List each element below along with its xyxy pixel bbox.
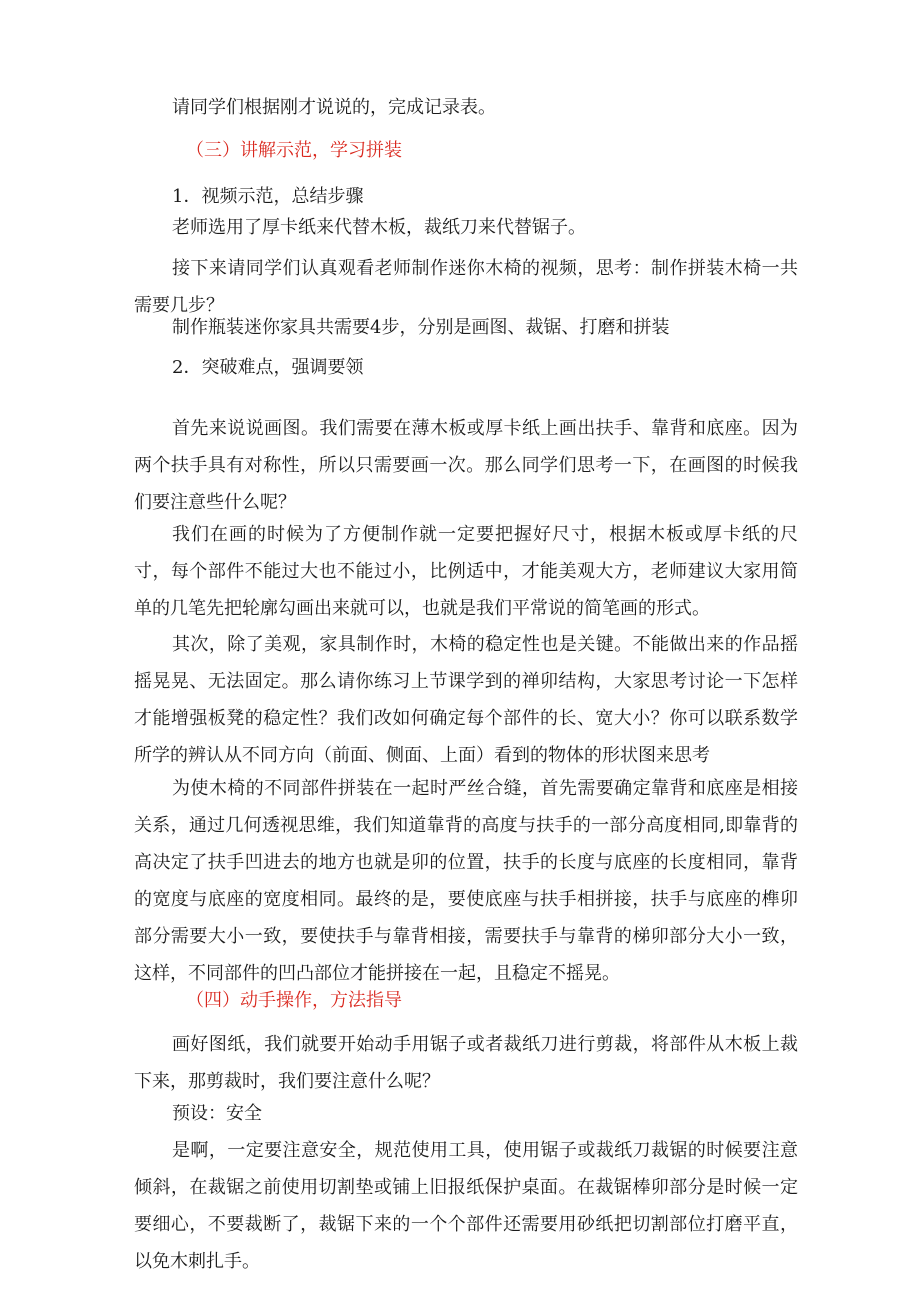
cutting-paragraph: 画好图纸，我们就要开始动手用锯子或者裁纸刀进行剪裁，将部件从木板上裁下来，那剪裁时，我们要注意什么呢？ (134, 1034, 798, 1092)
preset-line: 预设：安全 (172, 1103, 262, 1124)
size-control-paragraph: 我们在画的时候为了方便制作就一定要把握好尺寸，根据木板或厚卡纸的尺寸，每个部件不能过大也不能过小，比例适中，才能美观大方，老师建议大家用简单的几笔先把轮廓勾画出来就可以，也就是我们平常说的简笔画的形式。 (134, 524, 798, 619)
section3-heading: （三）讲解示范，学习拼装 (186, 140, 402, 161)
step2-heading: 2．突破难点，强调要领 (172, 357, 364, 378)
intro-line: 请同学们根据刚才说说的，完成记录表。 (172, 97, 496, 118)
watch-video-paragraph: 接下来请同学们认真观看老师制作迷你木椅的视频，思考：制作拼装木椅一共需要几步？ (134, 258, 798, 316)
teacher-materials-line: 老师选用了厚卡纸来代替木板，裁纸刀来代替锯子。 (172, 217, 586, 238)
safety-paragraph: 是啊，一定要注意安全，规范使用工具，使用锯子或裁纸刀裁锯的时候要注意倾斜，在裁锯之前使用切割垫或铺上旧报纸保护桌面。在裁锯棒卯部分是时候一定要细心，不要裁断了，裁锯下来的一个个部件还需要用砂纸把切割部位打磨平直，以免木刺扎手。 (134, 1140, 798, 1272)
assembly-paragraph: 为使木椅的不同部件拼装在一起时严丝合缝，首先需要确定靠背和底座是相接关系，通过几何透视思维，我们知道靠背的高度与扶手的一部分高度相同,即靠背的高决定了扶手凹进去的地方也就是卯的位置，扶手的长度与底座的长度相同，靠背的宽度与底座的宽度相同。最终的是，要使底座与扶手相拼接，扶手与底座的榫卯部分需要大小一致，要使扶手与靠背相接，需要扶手与靠背的梯卯部分大小一致，这样，不同部件的凹凸部位才能拼接在一起，且稳定不摇晃。 (134, 778, 798, 984)
step1-heading: 1．视频示范，总结步骤 (172, 186, 364, 207)
section4-heading: （四）动手操作，方法指导 (186, 990, 402, 1011)
stability-paragraph: 其次，除了美观，家具制作时，木椅的稳定性也是关键。不能做出来的作品摇摇晃晃、无法固定。那么请你练习上节课学到的禅卯结构，大家思考讨论一下怎样才能增强板凳的稳定性？我们改如何确定每个部件的长、宽大小？你可以联系数学所学的辨认从不同方向（前面、侧面、上面）看到的物体的形状图来思考 (134, 634, 798, 766)
drawing-paragraph: 首先来说说画图。我们需要在薄木板或厚卡纸上画出扶手、靠背和底座。因为两个扶手具有对称性，所以只需要画一次。那么同学们思考一下，在画图的时候我们要注意些什么呢？ (134, 418, 798, 513)
four-steps-line: 制作瓶装迷你家具共需要4步，分别是画图、裁锯、打磨和拼装 (172, 317, 670, 338)
